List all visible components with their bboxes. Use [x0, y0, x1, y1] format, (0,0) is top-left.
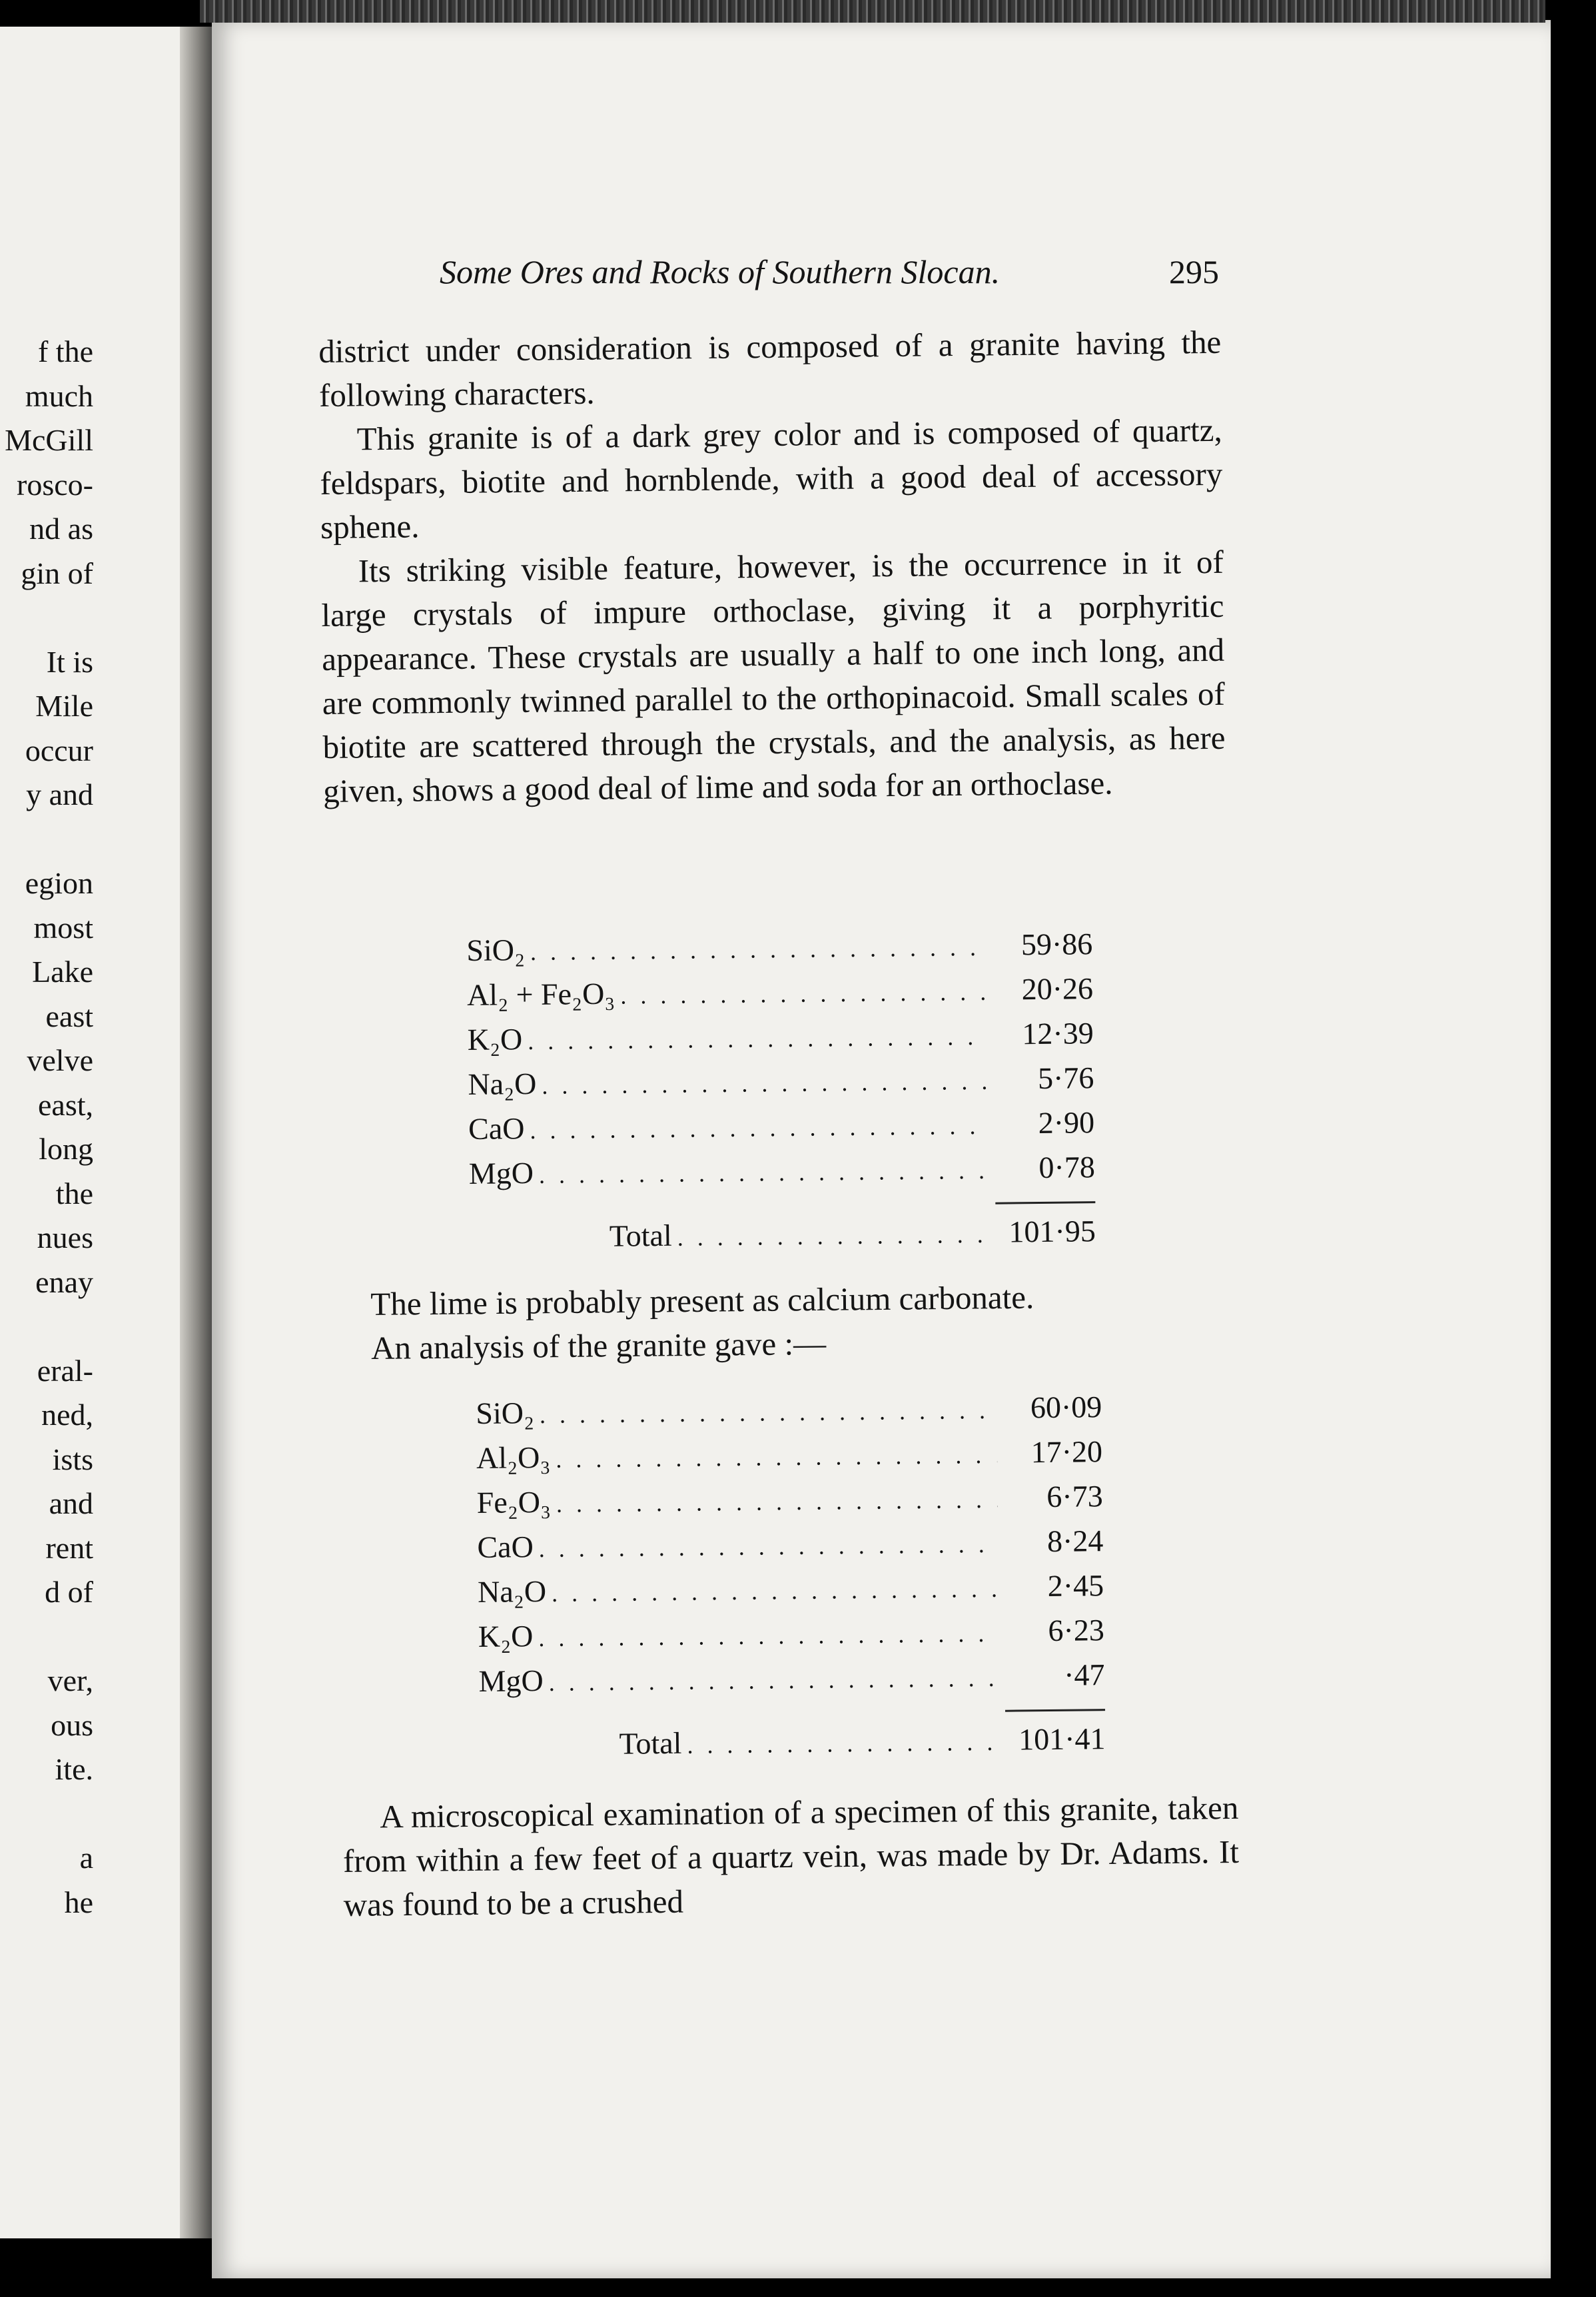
middle-text	[370, 1274, 1224, 1370]
facing-page-line: f the	[37, 334, 93, 368]
facing-page-line: ite.	[55, 1752, 93, 1786]
analysis-row	[478, 1609, 1105, 1660]
facing-page-line: Lake	[32, 955, 93, 989]
facing-page-line: nues	[37, 1220, 93, 1254]
leader-dots	[539, 1150, 990, 1196]
paragraph-orthoclase-crystals: Its striking visible feature, however, is the occurrence in it of large crystals of impure orthoclase, giving it a porphyritic appearance. These crystals are usually a half to one inch long, and are commonly twinned parallel to the orthopinacoid. Small scales of biotite are scattered through the crystals, and the analysis, as here given, shows a good deal of lime and soda for an orthoclase.	[321, 543, 1226, 809]
intro-text	[318, 320, 1226, 813]
oxide-name: Fe₂O₃	[476, 1484, 552, 1520]
total-rule	[1005, 1709, 1105, 1712]
analysis-row	[466, 923, 1093, 974]
closing-text	[342, 1786, 1240, 1927]
analysis-row	[478, 1564, 1104, 1615]
oxide-value: 2·90	[1038, 1105, 1095, 1141]
oxide-name: K₂O	[478, 1619, 534, 1653]
paragraph-granite-description: This granite is of a dark grey color and is composed of quartz, feldspars, biotite and hornblende, with a good deal of accessory sphene.	[320, 411, 1223, 546]
facing-page-line: and	[49, 1486, 93, 1520]
facing-page-line: velve	[27, 1043, 93, 1077]
facing-page-line: he	[64, 1885, 93, 1919]
facing-page-line: y and	[26, 777, 93, 811]
facing-page-line: nd as	[29, 512, 93, 546]
oxide-name: Al₂O₃	[476, 1440, 551, 1475]
total-value: 101·95	[1008, 1214, 1096, 1249]
analysis-row	[476, 1475, 1103, 1526]
leader-dots	[548, 1657, 999, 1704]
oxide-value: 17·20	[1030, 1434, 1103, 1470]
facing-page-line: gin of	[21, 556, 93, 590]
analysis-rows	[466, 923, 1095, 1197]
facing-page-line: much	[25, 378, 93, 413]
total-value: 101·41	[1018, 1721, 1106, 1757]
leader-dots	[552, 1568, 999, 1615]
facing-page-line: enay	[35, 1264, 93, 1299]
analysis-total-row	[470, 1210, 1096, 1261]
facing-page-line: d of	[45, 1575, 93, 1609]
total-label: Total	[619, 1725, 682, 1761]
oxide-name: CaO	[477, 1530, 534, 1564]
analysis-row	[467, 967, 1094, 1019]
analysis-row	[468, 1057, 1094, 1108]
leader-dots	[538, 1524, 998, 1570]
page-number: 295	[1169, 253, 1219, 290]
running-title: Some Ores and Rocks of Southern Slocan.	[440, 253, 1000, 290]
leader-dots	[542, 1061, 989, 1107]
oxide-name: SiO₂	[466, 933, 526, 967]
analysis-row	[476, 1430, 1103, 1482]
leader-dots	[530, 927, 988, 973]
analysis-total-row	[479, 1717, 1106, 1769]
paragraph-microscopical: A microscopical examination of a specimen of this granite, taken from within a few feet of a quartz vein, was made by Dr. Adams. It was found to be a crushed	[342, 1789, 1240, 1923]
oxide-value: 59·86	[1020, 927, 1093, 962]
leader-dots	[677, 1214, 991, 1259]
leader-dots	[538, 1613, 999, 1659]
oxide-value: 8·24	[1046, 1524, 1104, 1559]
facing-page-fragment	[0, 27, 200, 2238]
paragraph-granite-analysis-intro: An analysis of the granite gave :—	[370, 1324, 827, 1366]
facing-page-line: Mile	[35, 689, 93, 723]
oxide-value: 5·76	[1037, 1061, 1094, 1096]
facing-page-line: long	[39, 1132, 93, 1166]
facing-page-line: a	[79, 1841, 93, 1875]
facing-page-line: ned,	[41, 1398, 93, 1432]
analysis-rows	[476, 1386, 1105, 1705]
oxide-value: 6·73	[1046, 1479, 1103, 1514]
facing-page-line: It is	[46, 644, 93, 679]
oxide-value: 20·26	[1021, 971, 1094, 1007]
facing-page-line: east,	[37, 1087, 93, 1122]
oxide-value: 6·23	[1048, 1613, 1105, 1648]
facing-page-line: rosco-	[17, 467, 93, 502]
oxide-name: MgO	[468, 1155, 534, 1190]
analysis-row	[469, 1146, 1096, 1197]
oxide-name: MgO	[478, 1663, 544, 1698]
granite-analysis-table	[476, 1386, 1106, 1769]
oxide-value: 2·45	[1047, 1568, 1104, 1604]
facing-page-line: ists	[52, 1442, 93, 1476]
analysis-row	[467, 1012, 1094, 1063]
leader-dots	[556, 1434, 997, 1481]
facing-page-line: McGill	[5, 423, 93, 457]
leader-dots	[620, 971, 988, 1017]
facing-page-line: ver,	[47, 1663, 93, 1697]
oxide-name: SiO₂	[476, 1396, 535, 1430]
facing-page-line: occur	[25, 733, 93, 767]
oxide-value: 60·09	[1030, 1390, 1102, 1425]
leader-dots	[687, 1721, 1000, 1767]
oxide-name: K₂O	[467, 1022, 523, 1057]
oxide-name: Na₂O	[477, 1574, 547, 1609]
total-rule	[995, 1201, 1095, 1204]
facing-page-line: rent	[45, 1530, 93, 1565]
leader-dots	[556, 1479, 998, 1526]
facing-page-line: egion	[25, 866, 93, 900]
analysis-row	[468, 1101, 1095, 1152]
analysis-row	[478, 1653, 1105, 1705]
orthoclase-analysis-table	[466, 923, 1096, 1261]
facing-page-line: ous	[51, 1707, 93, 1742]
oxide-name: Al₂ + Fe₂O₃	[466, 976, 615, 1012]
facing-page-line: east	[45, 999, 93, 1033]
oxide-value: 0·78	[1038, 1150, 1096, 1185]
facing-page-line: the	[55, 1176, 93, 1210]
oxide-value: ·47	[1063, 1657, 1105, 1692]
analysis-row	[476, 1386, 1102, 1437]
oxide-name: Na₂O	[468, 1066, 537, 1101]
facing-page-line: eral-	[37, 1353, 93, 1388]
oxide-value: 12·39	[1022, 1016, 1094, 1051]
total-label: Total	[609, 1218, 672, 1253]
paragraph-lime: The lime is probably present as calcium carbonate.	[370, 1278, 1034, 1322]
analysis-row	[477, 1520, 1104, 1571]
leader-dots	[540, 1390, 997, 1436]
paragraph-continued: district under consideration is composed of a granite having the following characters.	[318, 323, 1222, 414]
scan-top-edge	[200, 0, 1545, 23]
leader-dots	[528, 1016, 989, 1063]
leader-dots	[530, 1105, 989, 1152]
facing-page-line: most	[33, 910, 93, 945]
oxide-name: CaO	[468, 1111, 525, 1146]
running-head	[433, 255, 1219, 288]
